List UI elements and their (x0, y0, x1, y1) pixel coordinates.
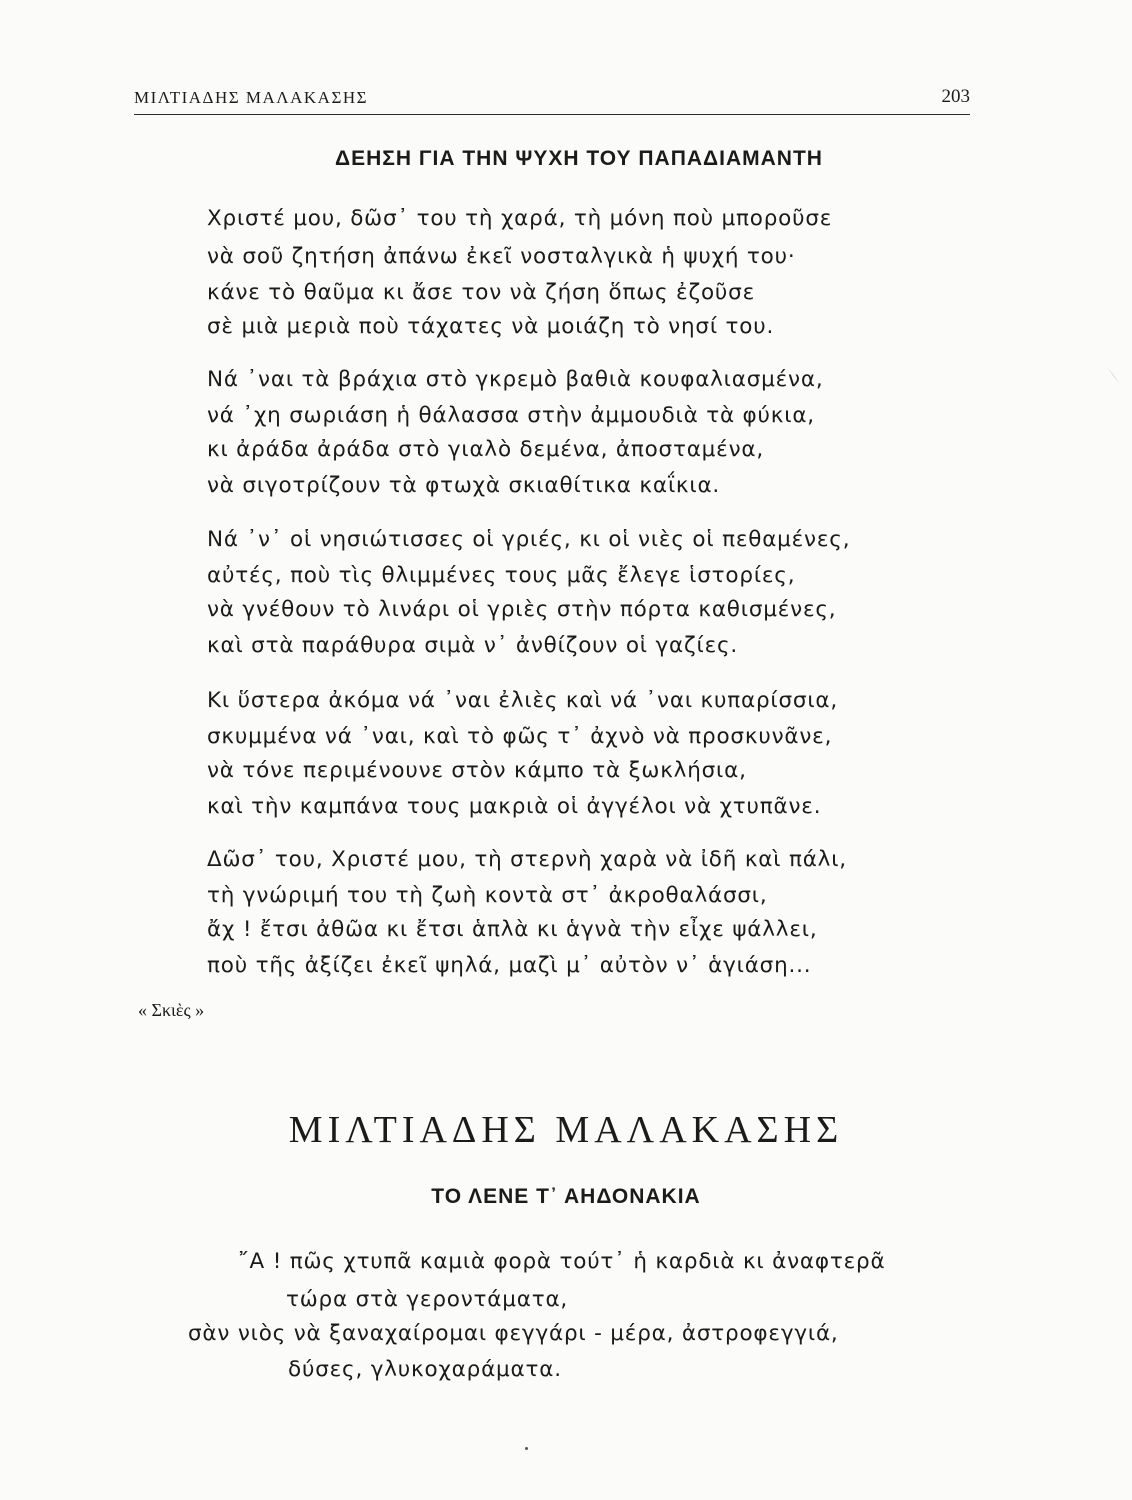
poem-line: ῎Α ! πῶς χτυπᾶ καμιὰ φορὰ τούτ᾿ ἡ καρδιὰ κι ἀναφτερᾶ (238, 1249, 886, 1274)
poem-source: « Σκιὲς » (138, 1000, 205, 1020)
poem-line: Δῶσ᾿ του, Χριστέ μου, τὴ στερνὴ χαρὰ νὰ ἰδῆ καὶ πάλι, (207, 847, 847, 872)
stray-dot (525, 1447, 528, 1450)
poem-line: καὶ στὰ παράθυρα σιμὰ ν᾿ ἀνθίζουν οἱ γαζίες. (207, 633, 739, 658)
poem-line: σὲ μιὰ μεριὰ ποὺ τάχατες νὰ μοιάζη τὸ νησί του. (207, 314, 775, 339)
margin-mark-icon (1104, 364, 1122, 386)
poem-line: Χριστέ μου, δῶσ᾿ του τὴ χαρά, τὴ μόνη ποὺ μποροῦσε (207, 206, 833, 231)
poem-line: αὐτές, ποὺ τὶς θλιμμένες τους μᾶς ἔλεγε ἱστορίες, (207, 563, 796, 588)
poem-line: δύσες, γλυκοχαράματα. (288, 1357, 562, 1382)
poem-line: νὰ σοῦ ζητήση ἀπάνω ἐκεῖ νοσταλγικὰ ἡ ψυχή του· (207, 244, 796, 269)
poem-line: Νά ᾿ν᾿ οἱ νησιώτισσες οἱ γριές, κι οἱ νιὲς οἱ πεθαμένες, (207, 527, 851, 552)
poem-line: νά ᾿χη σωριάση ἡ θάλασσα στὴν ἀμμουδιὰ τὰ φύκια, (207, 403, 815, 428)
poem-title-deisi: ΔΕΗΣΗ ΓΙΑ ΤΗΝ ΨΥΧΗ ΤΟΥ ΠΑΠΑΔΙΑΜΑΝΤΗ (335, 147, 823, 170)
poem-title-aidonakia: ΤΟ ΛΕΝΕ Τ᾿ ΑΗΔΟΝΑΚΙΑ (431, 1185, 701, 1208)
poem-line: σὰν νιὸς νὰ ξαναχαίρομαι φεγγάρι - μέρα, ἀστροφεγγιά, (188, 1321, 839, 1346)
poem-line: τὴ γνώριμή του τὴ ζωὴ κοντὰ στ᾿ ἀκροθαλάσσι, (207, 883, 768, 908)
poem-line: νὰ γνέθουν τὸ λινάρι οἱ γριὲς στὴν πόρτα καθισμένες, (207, 597, 837, 622)
poem-line: κάνε τὸ θαῦμα κι ἄσε τον νὰ ζήση ὅπως ἐζοῦσε (207, 280, 756, 305)
poem-line: Νά ᾿ναι τὰ βράχια στὸ γκρεμὸ βαθιὰ κουφαλιασμένα, (207, 367, 824, 392)
poem-line: νὰ τόνε περιμένουνε στὸν κάμπο τὰ ξωκλήσια, (207, 758, 747, 783)
page-number: 203 (941, 86, 970, 107)
author-heading: ΜΙΛΤΙΑΔΗΣ ΜΑΛΑΚΑΣΗΣ (288, 1109, 844, 1151)
poem-line: Κι ὕστερα ἀκόμα νά ᾿ναι ἐλιὲς καὶ νά ᾿ναι κυπαρίσσια, (207, 688, 839, 713)
poem-line: νὰ σιγοτρίζουν τὰ φτωχὰ σκιαθίτικα καΐκια. (207, 473, 721, 498)
poem-line: ποὺ τῆς ἀξίζει ἐκεῖ ψηλά, μαζὶ μ᾿ αὐτὸν ν᾿ ἁγιάση... (207, 953, 812, 978)
poem-line: κι ἀράδα ἀράδα στὸ γιαλὸ δεμένα, ἀποσταμένα, (207, 437, 764, 462)
poem-line: τώρα στὰ γεροντάματα, (286, 1287, 569, 1312)
poem-line: σκυμμένα νά ᾿ναι, καὶ τὸ φῶς τ᾿ ἀχνὸ νὰ προσκυνᾶνε, (207, 724, 833, 749)
running-header-author: ΜΙΛΤΙΑΔΗΣ ΜΑΛΑΚΑΣΗΣ (134, 88, 369, 107)
poem-line: καὶ τὴν καμπάνα τους μακριὰ οἱ ἀγγέλοι νὰ χτυπᾶνε. (207, 794, 822, 819)
poem-line: ἄχ ! ἔτσι ἀθῶα κι ἔτσι ἁπλὰ κι ἁγνὰ τὴν εἶχε ψάλλει, (207, 917, 818, 942)
running-header (134, 86, 970, 115)
